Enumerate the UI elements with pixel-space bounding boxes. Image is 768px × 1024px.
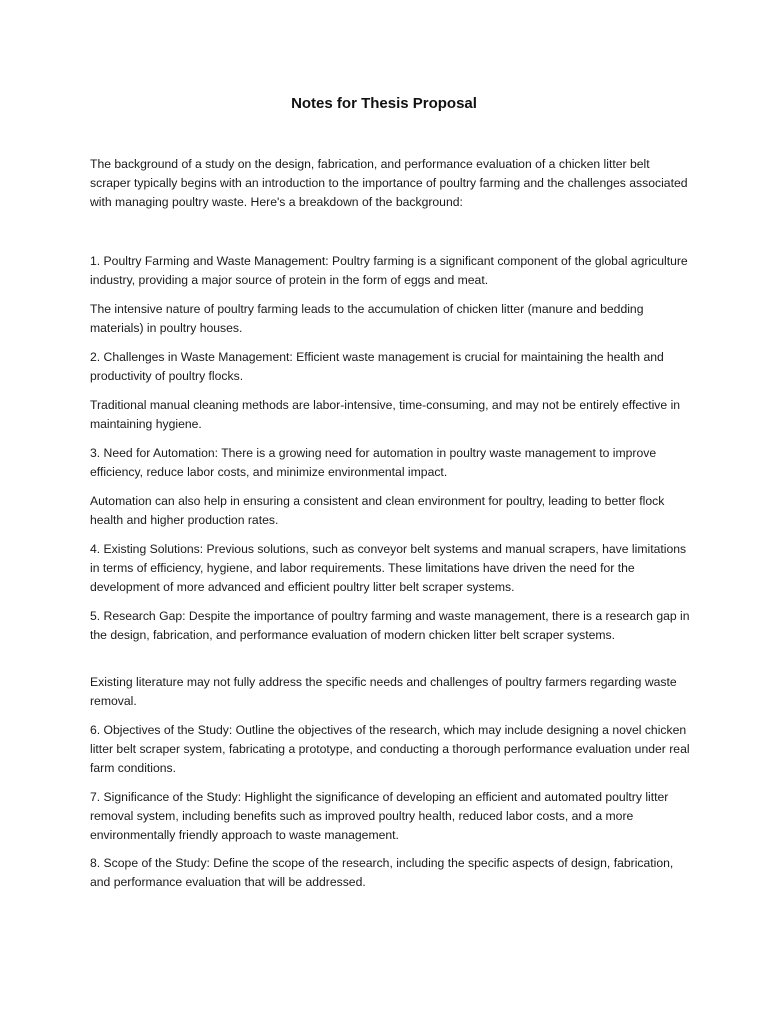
paragraph-point-2-detail: Traditional manual cleaning methods are labor-intensive, time-consuming, and may not be entirely effective in maintaining hygiene. bbox=[90, 398, 681, 431]
paragraph-point-3-detail: Automation can also help in ensuring a consistent and clean environment for poultry, leading to better flock health and higher production rates. bbox=[90, 494, 665, 527]
paragraph-point-8: 8. Scope of the Study: Define the scope of the research, including the specific aspects of design, fabrication, and performance evaluation that will be addressed. bbox=[90, 856, 674, 889]
document-title: Notes for Thesis Proposal bbox=[291, 95, 477, 112]
paragraph-point-5-detail: Existing literature may not fully address the specific needs and challenges of poultry farmers regarding waste removal. bbox=[90, 675, 677, 708]
paragraph-point-5: 5. Research Gap: Despite the importance of poultry farming and waste management, there is a research gap in the design, fabrication, and performance evaluation of modern chicken litter belt scraper systems. bbox=[90, 609, 690, 642]
paragraph-point-1: 1. Poultry Farming and Waste Management: Poultry farming is a significant component of the global agriculture industry, providing a major source of protein in the form of eggs and meat. bbox=[90, 254, 688, 287]
paragraph-background-intro: The background of a study on the design, fabrication, and performance evaluation of a chicken litter belt scraper typically begins with an introduction to the importance of poultry farming and the challenges associated with managing poultry waste. Here's a breakdown of the background: bbox=[90, 157, 688, 209]
paragraph-point-1-detail: The intensive nature of poultry farming leads to the accumulation of chicken litter (manure and bedding materials) in poultry houses. bbox=[90, 302, 644, 335]
paragraph-point-2: 2. Challenges in Waste Management: Efficient waste management is crucial for maintaining the health and productivity of poultry flocks. bbox=[90, 350, 664, 383]
paragraph-point-3: 3. Need for Automation: There is a growing need for automation in poultry waste management to improve efficiency, reduce labor costs, and minimize environmental impact. bbox=[90, 446, 657, 479]
paragraph-point-6: 6. Objectives of the Study: Outline the objectives of the research, which may include designing a novel chicken litter belt scraper system, fabricating a prototype, and conducting a thorough performance evaluation under real farm conditions. bbox=[90, 723, 690, 775]
paragraph-point-7: 7. Significance of the Study: Highlight the significance of developing an efficient and automated poultry litter removal system, including benefits such as improved poultry health, reduced labor costs, and a more environmentally friendly approach to waste management. bbox=[90, 790, 669, 842]
paragraph-point-4: 4. Existing Solutions: Previous solutions, such as conveyor belt systems and manual scrapers, have limitations in terms of efficiency, hygiene, and labor requirements. These limitations have driven the need for the development of more advanced and efficient poultry litter belt scraper systems. bbox=[90, 542, 687, 594]
